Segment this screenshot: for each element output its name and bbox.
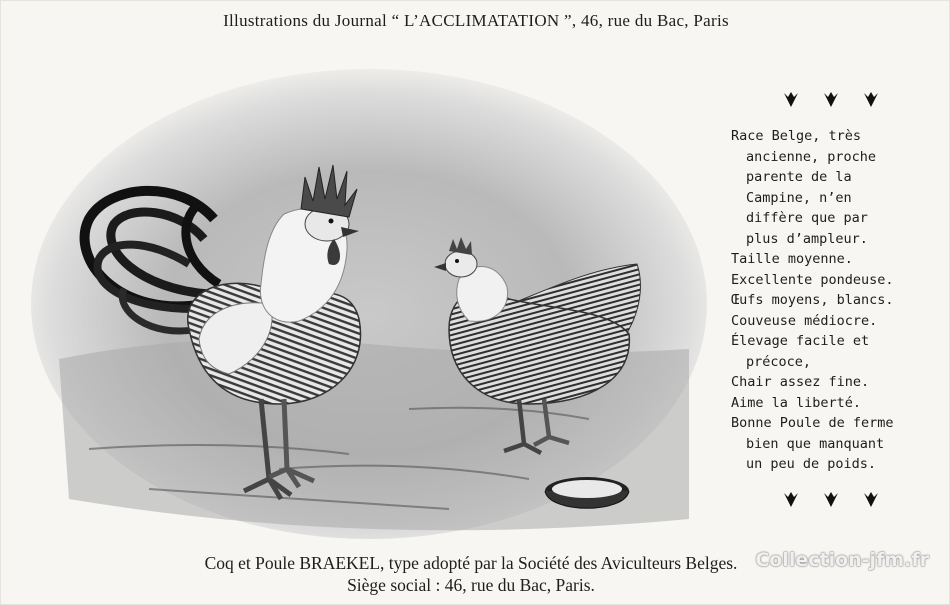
description-line: Race Belge, très: [731, 128, 862, 144]
breed-description: [731, 126, 936, 475]
description-line: Élevage facile et: [731, 333, 870, 349]
description-line: Chair assez fine.: [731, 374, 870, 390]
fleuron-icon: [821, 91, 841, 109]
description-line: Taille moyenne.: [731, 251, 853, 267]
header-title: Illustrations du Journal “ L’ACCLIMATATION ”, 46, rue du Bac, Paris: [223, 11, 729, 30]
watermark: Collection-jfm.fr: [755, 549, 929, 571]
description-line: Excellente pondeuse.: [731, 271, 894, 288]
fleuron-icon: [821, 491, 841, 509]
description-line: Aime la liberté.: [731, 394, 862, 411]
fleuron-icon: [781, 491, 801, 509]
description-line: plus d’ampleur.: [746, 230, 868, 247]
description-line: Bonne Poule de ferme: [731, 415, 894, 431]
description-line: Campine, n’en: [746, 189, 852, 206]
description-line: ancienne, proche: [746, 148, 877, 165]
caption-line-2: Siège social : 46, rue du Bac, Paris.: [347, 575, 595, 595]
water-bowl-illustration: [545, 477, 629, 508]
description-line: bien que manquant: [746, 435, 885, 452]
description-line: précoce,: [746, 353, 812, 370]
top-ornament: [781, 91, 881, 111]
caption-line-1: Coq et Poule BRAEKEL, type adopté par la Société des Aviculteurs Belges.: [204, 553, 738, 573]
fleuron-icon: [861, 91, 881, 109]
fleuron-icon: [861, 491, 881, 509]
description-line: un peu de poids.: [746, 456, 877, 472]
description-line: parente de la: [746, 169, 852, 185]
description-line: Œufs moyens, blancs.: [731, 292, 894, 308]
fleuron-icon: [781, 91, 801, 109]
description-line: Couveuse médiocre.: [731, 312, 878, 329]
poultry-illustration: [29, 59, 709, 539]
description-line: diffère que par: [746, 210, 868, 226]
bottom-ornament: [781, 491, 881, 511]
